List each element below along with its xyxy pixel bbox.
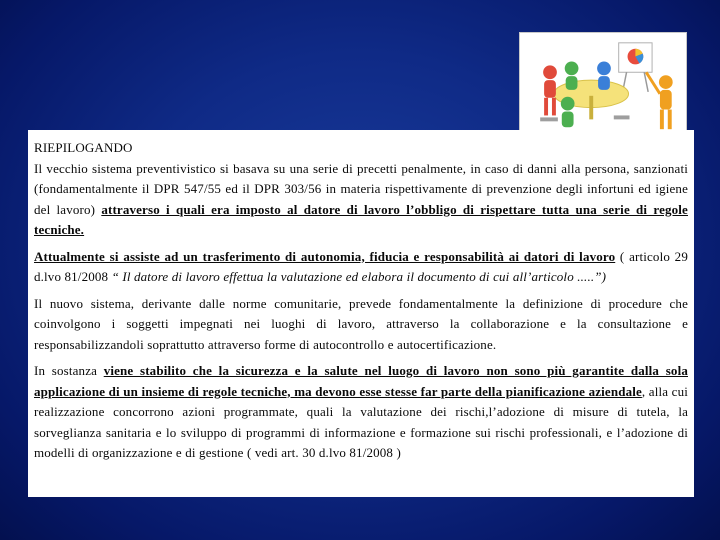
summary-title: RIEPILOGANDO <box>34 140 133 155</box>
flipchart-icon <box>619 43 652 92</box>
paragraph-current: Attualmente si assiste ad un trasferimento di autonomia, fiducia e responsabilità ai datori di lavoro ( articolo 29 d.lvo 81/2008 “ Il datore di lavoro effettua la valutazione ed elabora il documento di cui all’articolo .....”) <box>34 248 688 284</box>
figure-green <box>565 61 579 89</box>
figure-green-front <box>561 97 575 127</box>
figure-orange <box>646 72 673 129</box>
figure-blue <box>597 61 611 89</box>
paragraph-old-system: Il vecchio sistema preventivistico si basava su una serie di precetti penalmente, in caso di danni alla persona, sanzionati (fondamentalmente il DPR 547/55 ed il DPR 303/56 in materia rispettivamente di prevenzione degli infortuni ed igiene del lavoro) attraverso i quali era imposto al datore di lavoro l’obbligo di rispettare tutta una serie di regole tecniche. <box>34 160 688 237</box>
paragraph-new-system: Il nuovo sistema, derivante dalle norme comunitarie, prevede fondamentalmente la definizione di procedure che coinvolgono i soggetti impegnati nei luoghi di lavoro, attraverso la collaborazione e la consultazione e responsabilizzandoli soprattutto attraverso forme di autocontrollo e autocertificazione. <box>34 295 688 352</box>
paragraph-in-sostanza: In sostanza viene stabilito che la sicurezza e la salute nel luogo di lavoro non sono più garantite dalla sola applicazione di un insieme di regole tecniche, ma devono esse stesse far parte della pianificazione aziendale, alla cui realizzazione concorrono azioni programmate, quali la valutazione dei rischi,l’adozione di misure di tutela, la sorveglianza sanitaria e lo sviluppo di programmi di informazione e formazione sui rischi professionali, e l’adozione di modelli di organizzazione e di gestione ( vedi art. 30 d.lvo 81/2008 ) <box>34 363 688 460</box>
meeting-illustration <box>519 32 687 140</box>
figure-red <box>543 65 557 115</box>
summary-text-box <box>28 130 694 497</box>
